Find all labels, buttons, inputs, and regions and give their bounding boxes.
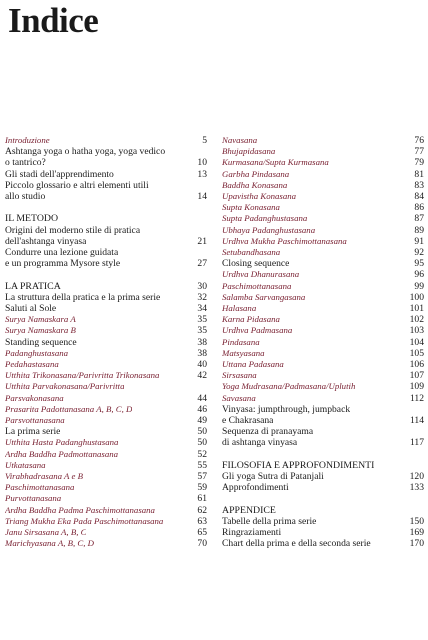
toc-entry[interactable] (5, 135, 207, 146)
toc-entry-title: Virabhadrasana A e B (5, 471, 83, 482)
toc-entry-page: 103 (409, 325, 424, 337)
toc-entry-title: Urdhva Padmasana (222, 325, 293, 336)
toc-entry-title: Ubhaya Padanghustasana (222, 224, 316, 235)
toc-entry-title: Ringraziamenti (222, 527, 282, 539)
toc-entry-page: 99 (414, 280, 424, 292)
toc-entry-title: Karna Pidasana (222, 314, 280, 325)
toc-entry-title: Ashtanga yoga o hatha yoga, yoga vedico (5, 146, 166, 158)
toc-entry-title: Standing sequence (5, 336, 77, 348)
toc-entry[interactable] (5, 527, 207, 538)
section-spacer (5, 202, 207, 213)
toc-entry-page: 61 (197, 493, 207, 505)
toc-entry-title: Savasana (222, 392, 256, 403)
toc-entry-page: 57 (197, 471, 207, 483)
toc-entry-page: 38 (197, 336, 207, 348)
toc-entry[interactable] (222, 527, 424, 538)
toc-entry[interactable] (222, 325, 424, 336)
toc-entry[interactable] (5, 370, 207, 381)
toc-entry[interactable] (222, 415, 424, 426)
toc-section-heading[interactable] (222, 460, 424, 471)
toc-entry-title: La prima serie (5, 426, 61, 438)
toc-entry-page: 14 (197, 191, 207, 203)
toc-entry-title: Prasarita Padottanasana A, B, C, D (5, 403, 133, 414)
toc-entry[interactable] (5, 258, 207, 269)
toc-entry-page: 117 (409, 437, 424, 449)
toc-entry[interactable] (5, 437, 207, 448)
toc-entry-title: o tantrico? (5, 157, 46, 169)
toc-entry-page: 150 (409, 515, 424, 527)
toc-entry[interactable] (5, 325, 207, 336)
toc-entry-page: 50 (197, 437, 207, 449)
toc-entry[interactable] (222, 359, 424, 370)
toc-entry-title: Gli stadi dell'apprendimento (5, 168, 114, 180)
toc-entry-title: Urdhva Mukha Paschimottanasana (222, 235, 347, 246)
toc-entry-page: 104 (409, 336, 424, 348)
toc-entry-title: La struttura della pratica e la prima serie (5, 291, 161, 303)
toc-entry-page: 52 (197, 448, 207, 460)
toc-entry[interactable] (5, 180, 207, 191)
toc-entry[interactable] (5, 505, 207, 516)
toc-entry[interactable] (222, 303, 424, 314)
toc-entry[interactable] (222, 482, 424, 493)
toc-entry[interactable] (222, 314, 424, 325)
toc-entry-page: 30 (197, 280, 207, 292)
toc-entry-title: Utthita Parvakonasana/Parivritta (5, 381, 125, 392)
toc-entry-title: allo studio (5, 191, 46, 203)
toc-entry-title: e un programma Mysore style (5, 258, 121, 270)
toc-entry-page: 87 (414, 213, 424, 225)
toc-entry[interactable] (222, 157, 424, 168)
toc-entry-page: 109 (409, 381, 424, 393)
toc-entry-title: Closing sequence (222, 258, 290, 270)
toc-entry-page: 83 (414, 179, 424, 191)
toc-entry-page: 76 (414, 135, 424, 146)
toc-entry[interactable] (222, 281, 424, 292)
toc-entry-page: 34 (197, 303, 207, 315)
toc-entry-title: Marichyasana A, B, C, D (5, 538, 95, 549)
toc-entry[interactable] (5, 493, 207, 504)
toc-entry-page: 62 (197, 504, 207, 516)
toc-entry-page: 40 (197, 359, 207, 371)
toc-entry-page: 89 (414, 224, 424, 236)
toc-entry[interactable] (5, 225, 207, 236)
toc-entry-title: Tabelle della prima serie (222, 515, 317, 527)
toc-entry-page: 10 (197, 157, 207, 169)
toc-entry[interactable] (222, 370, 424, 381)
toc-entry-page: 13 (197, 168, 207, 180)
toc-entry-title: Uttana Padasana (222, 359, 284, 370)
toc-column-right (222, 135, 424, 549)
toc-entry-page: 70 (197, 538, 207, 550)
toc-entry-page: 133 (409, 482, 424, 494)
toc-entry[interactable] (222, 393, 424, 404)
toc-entry-title: e Chakrasana (222, 415, 274, 427)
toc-entry-title: Salamba Sarvangasana (222, 291, 306, 302)
toc-entry-page: 114 (409, 415, 424, 427)
toc-entry-title: Ardha Baddha Padma Paschimottanasana (5, 504, 155, 515)
toc-entry-title: APPENDICE (222, 504, 276, 516)
toc-entry[interactable] (5, 292, 207, 303)
toc-entry-title: Origini del moderno stile di pratica (5, 224, 141, 236)
toc-entry[interactable] (5, 381, 207, 392)
toc-entry[interactable] (222, 146, 424, 157)
toc-entry[interactable] (5, 314, 207, 325)
toc-entry-title: Supta Konasana (222, 202, 280, 213)
toc-entry-page: 170 (409, 538, 424, 550)
toc-entry[interactable] (5, 393, 207, 404)
toc-entry[interactable] (5, 348, 207, 359)
toc-section-heading[interactable] (5, 213, 207, 224)
toc-entry[interactable] (5, 415, 207, 426)
toc-entry-title: Sequenza di pranayama (222, 426, 314, 438)
toc-entry[interactable] (222, 426, 424, 437)
toc-entry-title: Pedahastasana (5, 359, 59, 370)
toc-entry[interactable] (222, 225, 424, 236)
toc-entry[interactable] (5, 359, 207, 370)
toc-entry-title: Utthita Hasta Padanghustasana (5, 437, 119, 448)
toc-entry[interactable] (5, 426, 207, 437)
toc-entry[interactable] (5, 146, 207, 157)
toc-entry-title: Piccolo glossario e altri elementi utili (5, 179, 149, 191)
toc-entry-page: 105 (409, 347, 424, 359)
toc-entry-title: Approfondimenti (222, 482, 289, 494)
toc-entry-title: Triang Mukha Eka Pada Paschimottanasana (5, 515, 164, 526)
toc-entry-title: Upavistha Konasana (222, 191, 297, 202)
toc-entry-title: Pindasana (222, 336, 260, 347)
toc-entry-page: 32 (197, 291, 207, 303)
toc-section-heading[interactable] (5, 281, 207, 292)
toc-entry[interactable] (222, 202, 424, 213)
toc-entry-page: 65 (197, 527, 207, 539)
toc-entry[interactable] (5, 191, 207, 202)
toc-entry-title: Condurre una lezione guidata (5, 247, 119, 259)
toc-entry[interactable] (222, 337, 424, 348)
toc-entry-page: 63 (197, 515, 207, 527)
toc-entry-title: Utthita Trikonasana/Parivritta Trikonasana (5, 370, 160, 381)
toc-entry-title: Ardha Baddha Padmottanasana (5, 448, 119, 459)
toc-entry[interactable] (222, 236, 424, 247)
toc-entry-page: 59 (197, 482, 207, 494)
toc-entry-title: Chart della prima e della seconda serie (222, 538, 371, 550)
toc-entry-title: Parsvottanasana (5, 415, 65, 426)
toc-entry-title: Paschimottanasana (5, 482, 75, 493)
toc-entry-title: dell'ashtanga vinyasa (5, 235, 87, 247)
toc-section-heading[interactable] (222, 505, 424, 516)
toc-entry-title: Surya Namaskara B (5, 325, 76, 336)
toc-entry-title: Introduzione (5, 135, 50, 145)
toc-entry-page: 100 (409, 291, 424, 303)
toc-entry-page: 91 (414, 235, 424, 247)
toc-column-left (5, 135, 207, 549)
toc-entry[interactable] (222, 213, 424, 224)
toc-entry[interactable] (222, 348, 424, 359)
toc-entry-title: LA PRATICA (5, 280, 61, 292)
toc-entry-page: 42 (197, 370, 207, 382)
toc-entry-title: Halasana (222, 303, 257, 314)
toc-entry-page: 77 (414, 146, 424, 158)
toc-entry-page: 46 (197, 403, 207, 415)
toc-entry[interactable] (222, 180, 424, 191)
toc-entry-title: Yoga Mudrasana/Padmasana/Uplutih (222, 381, 356, 392)
page-title: Indice (8, 1, 99, 40)
toc-entry-title: Janu Sirsasana A, B, C (5, 527, 87, 538)
toc-entry[interactable] (5, 482, 207, 493)
toc-entry-page: 86 (414, 202, 424, 214)
toc-entry-title: Baddha Konasana (222, 179, 288, 190)
toc-entry-page: 81 (414, 168, 424, 180)
toc-entry[interactable] (5, 404, 207, 415)
toc-entry-page: 107 (409, 370, 424, 382)
toc-entry[interactable] (5, 236, 207, 247)
toc-entry[interactable] (5, 516, 207, 527)
toc-entry-page: 21 (197, 235, 207, 247)
toc-entry[interactable] (222, 269, 424, 280)
toc-entry-title: Kurmasana/Supta Kurmasana (222, 157, 329, 168)
toc-entry[interactable] (5, 337, 207, 348)
toc-entry-page: 55 (197, 459, 207, 471)
toc-entry-title: Gli yoga Sutra di Patanjali (222, 471, 324, 483)
toc-entry-title: Padanghustasana (5, 347, 69, 358)
toc-entry[interactable] (222, 381, 424, 392)
toc-entry-title: Garbha Pindasana (222, 168, 290, 179)
section-spacer (222, 449, 424, 460)
toc-entry[interactable] (5, 169, 207, 180)
toc-entry-title: Parsvakonasana (5, 392, 64, 403)
toc-entry-title: Purvottanasana (5, 493, 62, 504)
toc-entry-title: Utkatasana (5, 459, 46, 470)
toc-entry-title: Bhujapidasana (222, 146, 276, 157)
toc-entry-page: 38 (197, 347, 207, 359)
toc-entry-title: di ashtanga vinyasa (222, 437, 298, 449)
toc-entry[interactable] (222, 258, 424, 269)
toc-entry-page: 106 (409, 359, 424, 371)
toc-entry[interactable] (5, 303, 207, 314)
toc-entry-page: 84 (414, 191, 424, 203)
toc-entry-page: 112 (409, 392, 424, 404)
toc-entry-title: FILOSOFIA E APPROFONDIMENTI (222, 459, 375, 471)
toc-entry[interactable] (222, 437, 424, 448)
toc-entry[interactable] (222, 169, 424, 180)
toc-entry-title: Matsyasana (222, 347, 265, 358)
toc-entry-title: Vinyasa: jumpthrough, jumpback (222, 403, 351, 415)
toc-entry-title: Supta Padanghustasana (222, 213, 308, 224)
toc-entry-page: 50 (197, 426, 207, 438)
toc-entry-page: 169 (409, 527, 424, 539)
toc-entry[interactable] (222, 516, 424, 527)
toc-entry[interactable] (5, 449, 207, 460)
toc-entry-page: 5 (202, 135, 207, 146)
toc-entry-title: Setubandhasana (222, 247, 281, 258)
toc-entry-page: 101 (409, 303, 424, 315)
toc-entry[interactable] (5, 460, 207, 471)
toc-entry-title: Paschimottanasana (222, 280, 292, 291)
toc-entry[interactable] (222, 404, 424, 415)
toc-entry-title: Sirsasana (222, 370, 257, 381)
toc-entry-page: 27 (197, 258, 207, 270)
toc-entry-page: 102 (409, 314, 424, 326)
toc-entry[interactable] (222, 538, 424, 549)
toc-entry[interactable] (222, 292, 424, 303)
toc-entry-page: 44 (197, 392, 207, 404)
toc-entry[interactable] (222, 135, 424, 146)
toc-entry[interactable] (5, 538, 207, 549)
toc-entry[interactable] (222, 247, 424, 258)
toc-entry-page: 96 (414, 269, 424, 281)
toc-entry-page: 49 (197, 415, 207, 427)
toc-entry-title: Surya Namaskara A (5, 314, 76, 325)
toc-entry-page: 95 (414, 258, 424, 270)
toc-entry-page: 79 (414, 157, 424, 169)
toc-entry[interactable] (5, 471, 207, 482)
toc-entry-title: Urdhva Dhanurasana (222, 269, 300, 280)
toc-entry[interactable] (5, 157, 207, 168)
toc-entry-title: Saluti al Sole (5, 303, 57, 315)
toc-entry[interactable] (222, 471, 424, 482)
section-spacer (5, 269, 207, 280)
toc-entry-title: Navasana (222, 135, 258, 145)
toc-entry[interactable] (5, 247, 207, 258)
toc-entry[interactable] (222, 191, 424, 202)
toc-entry-page: 35 (197, 325, 207, 337)
section-spacer (222, 493, 424, 504)
toc-entry-page: 120 (409, 471, 424, 483)
toc-entry-page: 92 (414, 247, 424, 259)
toc-entry-title: IL METODO (5, 213, 59, 225)
toc-entry-page: 35 (197, 314, 207, 326)
